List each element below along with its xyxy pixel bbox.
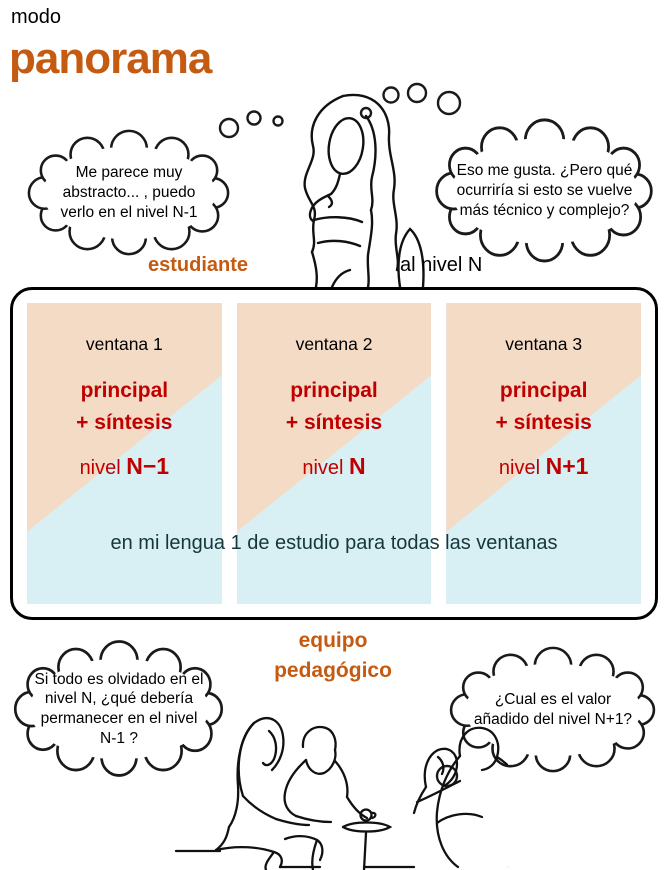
window-name: ventana 1	[85, 334, 163, 354]
window-main-line2: + síntesis	[495, 410, 592, 434]
window-level: nivel N−1	[79, 453, 170, 479]
window-main-line2: + síntesis	[76, 410, 173, 434]
team-thought-bubble-left	[6, 634, 232, 784]
window-level: nivel N+1	[498, 453, 589, 479]
student-thought-right-text: Eso me gusta. ¿Pero qué ocurriría si esto se vuelve más técnico y complejo?	[456, 162, 633, 219]
window-main-line1: principal	[80, 379, 169, 402]
window-panel-3	[446, 303, 641, 604]
student-thought-bubble-right	[427, 112, 662, 270]
student-level-note: al nivel N	[400, 254, 483, 276]
page-title: panorama	[9, 34, 212, 83]
team-label-line1: equipo	[298, 629, 368, 652]
windows-board	[10, 287, 658, 620]
window-panel-1	[27, 303, 222, 604]
team-label	[233, 626, 433, 687]
window-name: ventana 3	[505, 334, 583, 354]
student-thought-left-text: Me parece muy abstracto... , puedo verlo en el nivel N-1	[60, 164, 198, 221]
window-panel-2	[237, 303, 432, 604]
student-thought-bubble-left	[20, 124, 238, 262]
team-thought-right-text: ¿Cual es el valor añadido del nivel N+1?	[473, 691, 633, 728]
team-label-line2: pedagógico	[274, 659, 392, 683]
window-main-line2: + síntesis	[285, 410, 383, 434]
window-level: nivel N	[302, 453, 366, 479]
mode-label: modo	[11, 6, 62, 28]
team-thought-bubble-right	[442, 641, 664, 779]
shared-language-note: en mi lengua 1 de estudio para todas las ventanas	[110, 532, 558, 554]
window-main-line1: principal	[290, 379, 378, 402]
window-main-line1: principal	[499, 379, 588, 402]
team-thought-left-text: Si todo es olvidado en el nivel N, ¿qué debería permanecer en el nivel N-1 ?	[34, 670, 204, 747]
window-name: ventana 2	[295, 334, 373, 354]
student-label: estudiante	[148, 254, 249, 276]
